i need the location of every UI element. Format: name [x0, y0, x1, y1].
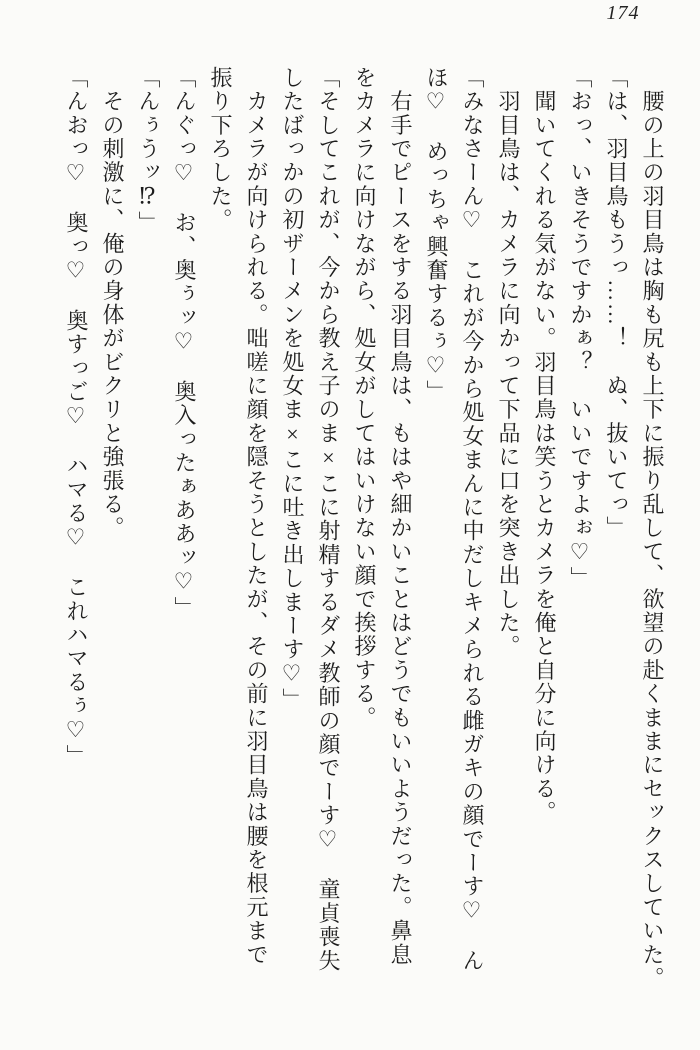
- text-column: したばっかの初ザーメンを処女ま×こに吐き出しまーす♡」: [280, 66, 305, 712]
- text-block: [58, 66, 670, 1011]
- text-column: 右手でピースをする羽目鳥は、もはや細かいことはどうでもいいようだった。鼻息: [388, 66, 413, 967]
- page-number: 174: [606, 2, 640, 24]
- text-column: 「は、羽目鳥もうっ……！ ぬ、抜いてっ」: [604, 66, 629, 540]
- text-column: 「そしてこれが、今から教え子のま×こに射精するダメ教師の顔でーす♡ 童貞喪失: [316, 66, 341, 973]
- text-column: 腰の上の羽目鳥は胸も尻も上下に振り乱して、欲望の赴くままにセックスしていた。: [640, 66, 665, 991]
- text-column: 羽目鳥は、カメラに向かって下品に口を突き出した。: [496, 66, 521, 659]
- text-column: 「んぐっ♡ お、奥ぅッ♡ 奥入ったぁああッ♡」: [172, 66, 197, 621]
- text-column: 「んぅうッ⁉」: [136, 66, 161, 235]
- text-column: をカメラに向けながら、処女がしてはいけない顔で挨拶する。: [352, 66, 377, 730]
- text-column: 聞いてくれる気がない。羽目鳥は笑うとカメラを俺と自分に向ける。: [532, 66, 557, 825]
- text-column: 「んおっ♡ 奥っ♡ 奥すっご♡ ハマる♡ これハマるぅ♡」: [64, 66, 89, 769]
- text-column: その刺激に、俺の身体がビクリと強張る。: [100, 66, 125, 540]
- text-column: 「みなさーん♡ これが今から処女まんに中だしキメられる雌ガキの顔でーす♡ ん: [460, 66, 485, 973]
- text-column: 「おっ、いきそうですかぁ？ いいですよぉ♡」: [568, 66, 593, 591]
- text-column: ほ♡ めっちゃ興奮するぅ♡」: [424, 66, 449, 404]
- text-column: カメラが向けられる。咄嗟に顔を隠そうとしたが、その前に羽目鳥は腰を根元まで: [244, 66, 269, 967]
- text-column: 振り下ろした。: [208, 66, 233, 232]
